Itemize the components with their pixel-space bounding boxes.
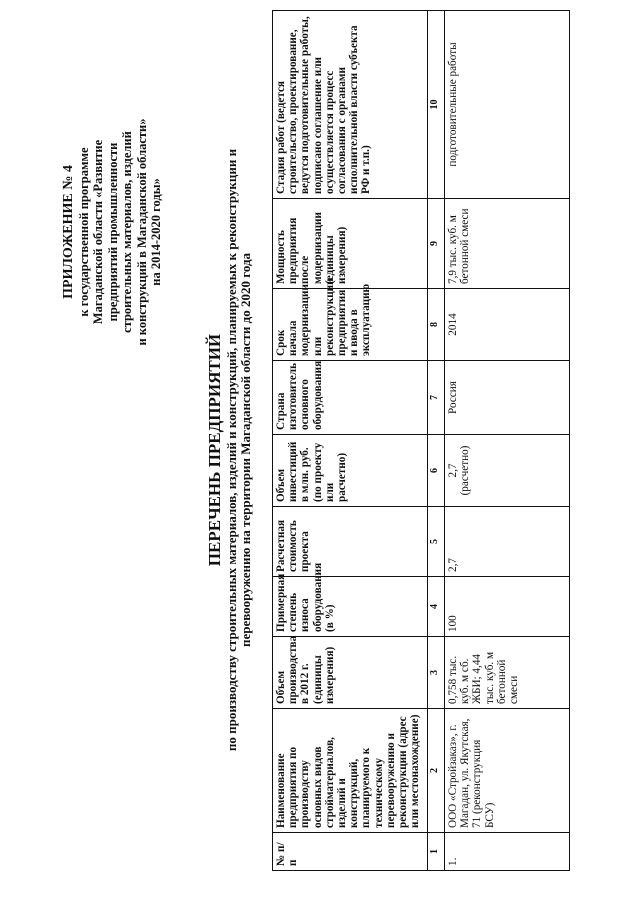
header-cell: Мощность предприятия после модернизации (единицы измерения)	[273, 199, 428, 289]
work-stage-cell: подготовительные работы	[445, 11, 570, 199]
appendix-line-7: на 2014-2020 годы»	[149, 178, 163, 286]
table-header-row	[273, 11, 428, 871]
header-cell: Примерная степень износа оборудования (в %)	[273, 577, 428, 637]
column-number: 9	[428, 199, 445, 289]
header-cell: Страна изготовитель основного оборудования	[273, 361, 428, 435]
capacity-cell: 7,9 тыс. куб. м бетонной смеси	[445, 199, 570, 289]
project-cost-cell: 2,7	[445, 507, 570, 577]
appendix-line-6: и конструкций в Магаданской области»	[134, 118, 149, 346]
header-cell: Наименование предприятия по производству основных видов стройматериалов, изделий и конструкций, планируемого к техническому перевооружению и реконструкции (адрес или местонахождение)	[273, 709, 428, 833]
table-row	[445, 11, 570, 871]
column-number: 6	[428, 435, 445, 507]
appendix-line-4: предприятий промышленности	[105, 142, 120, 322]
header-cell: Объем инвестиций в млн. руб. (по проекту или расчетно)	[273, 435, 428, 507]
column-number: 8	[428, 289, 445, 361]
appendix-line-2: к государственной программе	[76, 147, 91, 317]
enterprises-table	[272, 10, 570, 871]
column-number: 2	[428, 709, 445, 833]
column-number: 5	[428, 507, 445, 577]
manufacturer-country-cell: Россия	[445, 361, 570, 435]
production-volume-cell: 0,758 тыс. куб. м сб. ЖБИ; 4,44 тыс. куб. м бетонной смеси	[445, 637, 570, 709]
column-number: 3	[428, 637, 445, 709]
header-cell: Объем производства в 2012 г. (единицы измерения)	[273, 637, 428, 709]
column-number: 7	[428, 361, 445, 435]
start-date-cell: 2014	[445, 289, 570, 361]
title-heading: ПЕРЕЧЕНЬ ПРЕДПРИЯТИЙ	[205, 333, 224, 567]
column-number: 1	[428, 833, 445, 871]
appendix-header	[62, 22, 164, 442]
header-cell: Стадия работ (ведется строительство, проектирование, ведутся подготовительные работы, подписано соглашение или осуществляется процесс согласования с органами исполнительной власти субъекта РФ и т.п.)	[273, 11, 428, 199]
row-number-cell: 1.	[445, 833, 570, 871]
header-cell: № п/п	[273, 833, 428, 871]
appendix-line-5: строительных материалов, изделий	[120, 131, 134, 333]
header-cell: Срок начала модернизации или реконструкции предприятия и ввода в эксплуатацию	[273, 289, 428, 361]
column-number: 10	[428, 11, 445, 199]
investment-cell: 2,7 (расчетно)	[445, 435, 570, 507]
column-number-row	[428, 11, 445, 871]
appendix-line-1: ПРИЛОЖЕНИЕ № 4	[61, 165, 76, 299]
header-cell: Расчетная стоимость проекта	[273, 507, 428, 577]
enterprise-name-cell: ООО «Стройзаказ», г. Магадан, ул. Якутская, 71 (реконструкция БСУ)	[445, 709, 570, 833]
appendix-line-3: Магаданской области «Развитие	[91, 139, 105, 325]
document-title	[205, 115, 254, 785]
title-subline-1: по производству строительных материалов, изделий и конструкций, планируемых к реконструкции и	[223, 148, 239, 752]
title-subline-2: перевооружению на территории Магаданской области до 2020 года	[238, 252, 253, 648]
wear-degree-cell: 100	[445, 577, 570, 637]
column-number: 4	[428, 577, 445, 637]
